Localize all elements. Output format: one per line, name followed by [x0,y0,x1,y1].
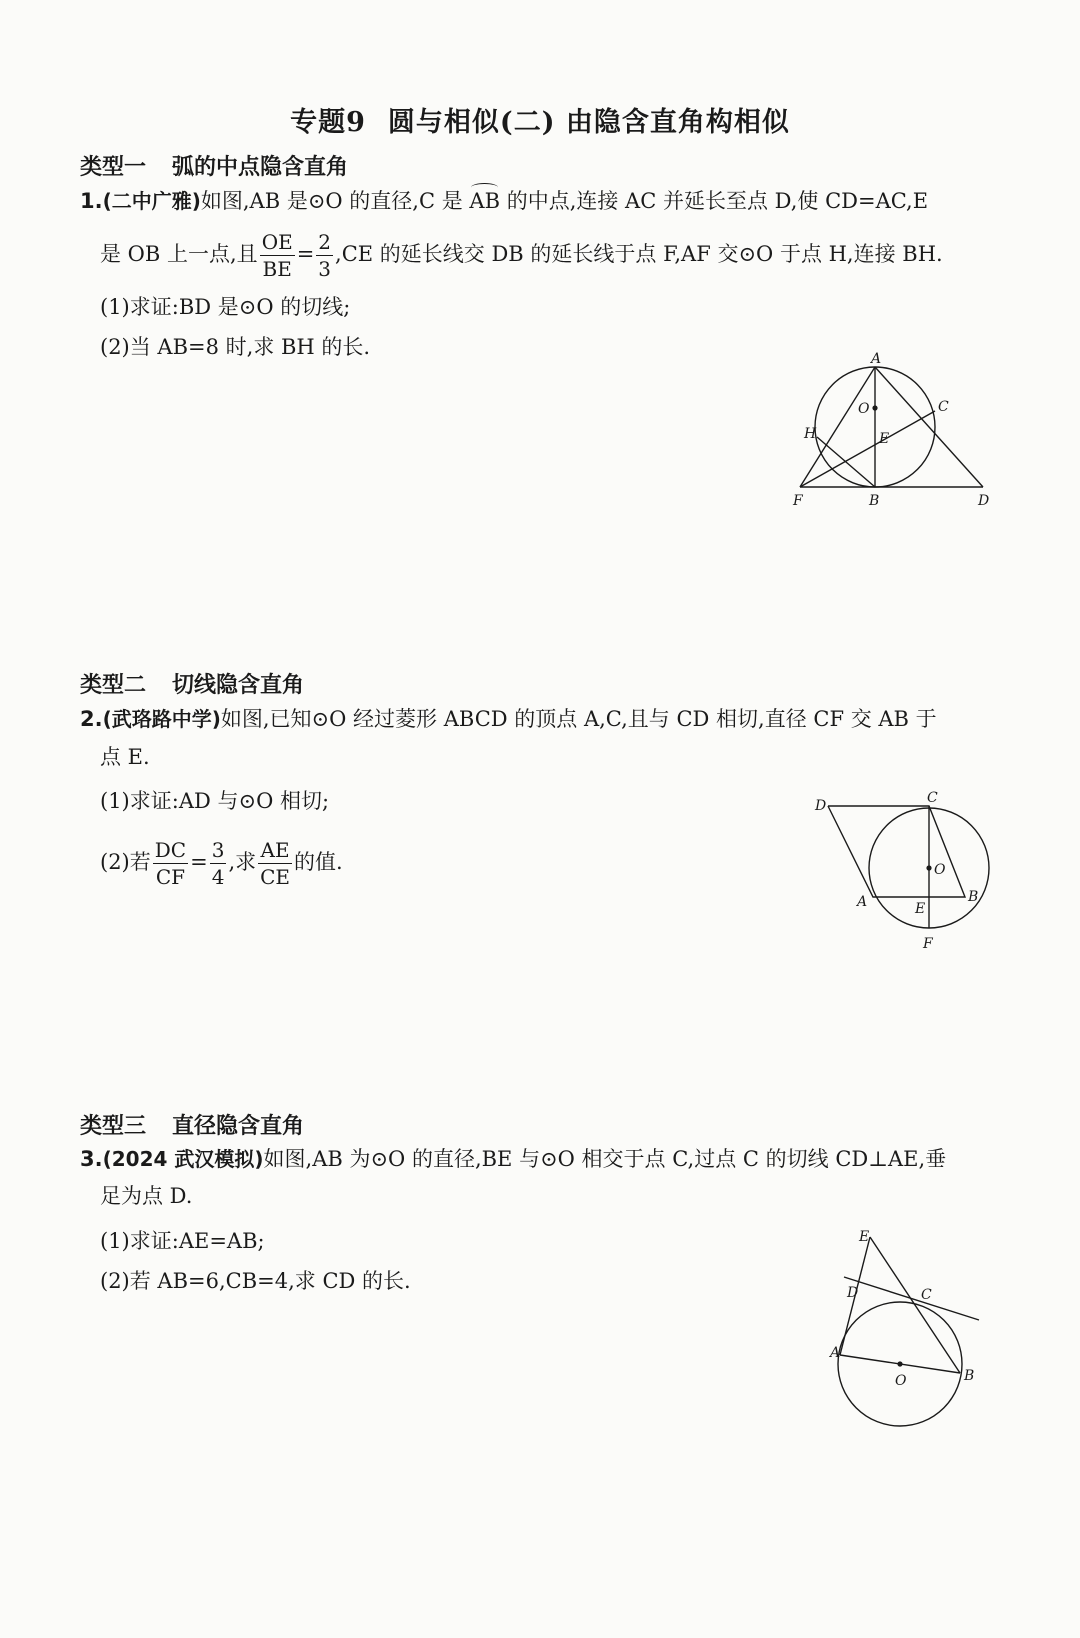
label-d: D [847,1285,859,1301]
problem-source: (二中广雅) [102,189,201,213]
fraction-2-3: $\frac{2}{3}$ [318,230,332,281]
problem-3-line-1: 3.(2024 武汉模拟)如图,AB 为⊙O 的直径,BE 与⊙O 相交于点 C,过点 C 的切线 CD⊥AE,垂 [80,1147,947,1171]
center-dot [897,1361,902,1366]
fraction-3-4: $\frac{3}{4}$ [211,838,225,889]
label-c: C [927,790,938,806]
title-topic: 专题9 [290,107,366,138]
center-dot [872,405,877,410]
problem-number: 2. [80,707,103,731]
rhombus-abcd [828,806,965,897]
line-eb [870,1237,960,1373]
problem-number: 3. [80,1147,103,1171]
label-e: E [859,1229,870,1245]
fraction-dc-cf: $\frac{DC}{CF}$ [154,838,187,889]
label-e: E [915,901,926,917]
fraction-ae-ce: $\frac{AE}{CE}$ [260,838,291,889]
title-name: 圆与相似(二) 由隐含直角构相似 [387,107,790,138]
label-b: B [869,493,880,509]
label-e: E [879,431,890,447]
problem-source: (2024 武汉模拟) [102,1147,264,1171]
label-b: B [968,889,979,905]
label-h: H [804,426,817,442]
label-o: O [934,862,946,878]
label-c: C [938,399,949,415]
problem-2-line-1: 2.(武珞路中学)如图,已知⊙O 经过菱形 ABCD 的顶点 A,C,且与 CD 相切,直径 CF 交 AB 于 [80,707,937,731]
figure-3-diagram [830,1225,1010,1445]
section-heading-3: 类型三 直径隐含直角 [80,1114,305,1139]
label-f: F [923,936,933,952]
figure-2-diagram [815,790,1005,955]
line-fc [800,411,935,487]
problem-2-question-1: (1)求证:AD 与⊙O 相切; [100,789,330,813]
problem-2-line-2: 点 E. [100,745,150,769]
figure-1-diagram [780,345,1000,510]
problem-2-question-2: (2)若 $\frac{DC}{CF}$ = $\frac{3}{4}$ ,求 $\frac{AE}{CE}$ 的值. [100,838,343,889]
label-f: F [793,493,803,509]
label-b: B [964,1368,975,1384]
problem-3-line-2: 足为点 D. [100,1184,193,1208]
problem-3-question-1: (1)求证:AE=AB; [100,1229,265,1253]
label-c: C [921,1287,932,1303]
problem-3-question-2: (2)若 AB=6,CB=4,求 CD 的长. [100,1269,411,1293]
label-a: A [830,1345,841,1361]
arc-notation: AB [469,186,500,216]
problem-1-question-2: (2)当 AB=8 时,求 BH 的长. [100,335,371,359]
page-title [0,100,1080,139]
line-ad [875,367,983,487]
label-d: D [815,798,827,814]
problem-1-line-1: 1.(二中广雅)如图,AB 是⊙O 的直径,C 是 AB 的中点,连接 AC 并延长至点 D,使 CD=AC,E [80,186,928,216]
center-dot [926,865,931,870]
problem-1-line-2: 是 OB 上一点,且 $\frac{OE}{BE}$ = $\frac{2}{3}$ ,CE 的延长线交 DB 的延长线于点 F,AF 交⊙O 于点 H,连接 BH. [100,230,943,281]
label-a: A [871,351,882,367]
label-o: O [858,401,870,417]
section-heading-1: 类型一 弧的中点隐含直角 [80,155,349,180]
problem-source: (武珞路中学) [102,707,221,731]
fraction-oe-be: $\frac{OE}{BE}$ [261,230,293,281]
label-o: O [895,1373,907,1389]
problem-1-question-1: (1)求证:BD 是⊙O 的切线; [100,295,351,319]
label-a: A [857,894,868,910]
section-heading-2: 类型二 切线隐含直角 [80,673,305,698]
label-d: D [978,493,990,509]
problem-number: 1. [80,189,103,213]
